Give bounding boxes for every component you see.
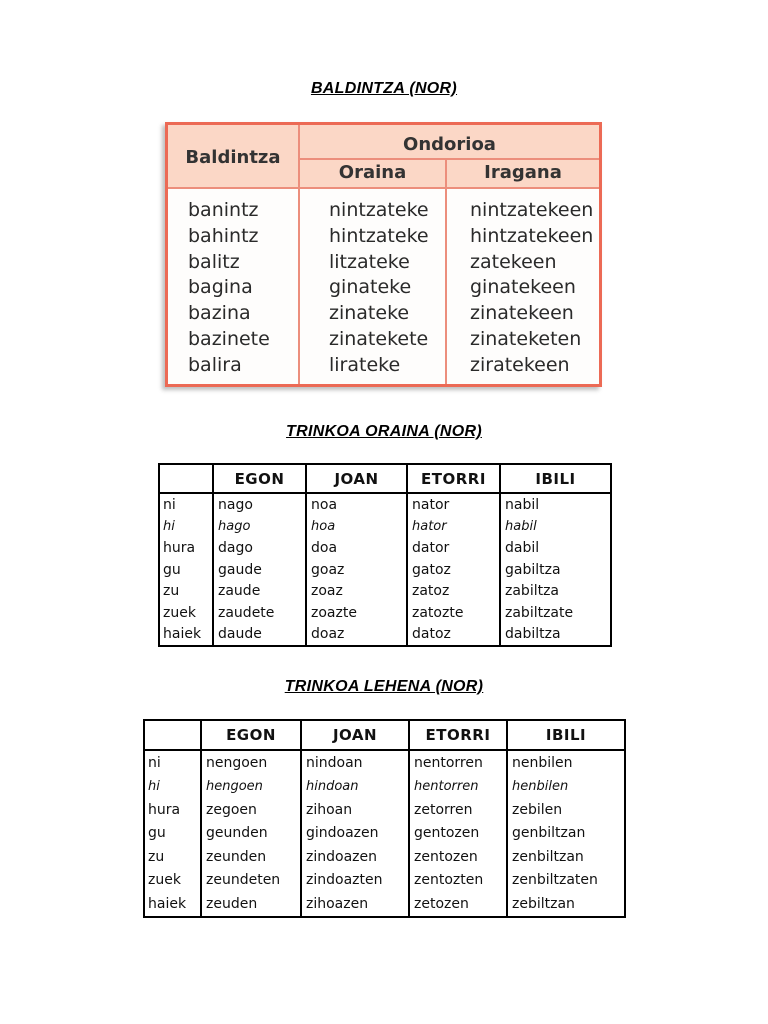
iragana-form: ziratekeen bbox=[470, 353, 570, 376]
verb-form-cell: zatoz bbox=[407, 580, 500, 602]
divider bbox=[298, 158, 599, 160]
verb-form-cell: datoz bbox=[407, 624, 500, 647]
baldintza-form: banintz bbox=[188, 199, 259, 221]
title-baldintza: BALDINTZA (NOR) bbox=[310, 80, 458, 97]
verb-form-cell: zetozen bbox=[409, 892, 507, 917]
iragana-form: nintzatekeen bbox=[470, 199, 594, 221]
person-cell: zuek bbox=[144, 869, 201, 893]
iragana-form: zatekeen bbox=[470, 250, 557, 273]
trinkoa-oraina-table bbox=[158, 463, 612, 647]
person-cell: ni bbox=[144, 750, 201, 775]
verb-form-cell: nator bbox=[407, 493, 500, 516]
table-row bbox=[144, 750, 625, 775]
verb-form-cell: hoa bbox=[306, 516, 407, 538]
baldintza-table bbox=[165, 122, 602, 387]
person-cell: hura bbox=[159, 537, 213, 559]
verb-header: EGON bbox=[213, 464, 306, 493]
person-cell: zu bbox=[159, 580, 213, 602]
verb-form-cell: zaude bbox=[213, 580, 306, 602]
oraina-column bbox=[329, 198, 429, 379]
verb-form-cell: goaz bbox=[306, 559, 407, 581]
oraina-col-header: Oraina bbox=[338, 162, 407, 183]
table-row bbox=[159, 624, 611, 647]
table-row bbox=[144, 869, 625, 893]
verb-form-cell: habil bbox=[500, 516, 611, 538]
verb-form-cell: zebilen bbox=[507, 798, 625, 822]
verb-form-cell: zoaz bbox=[306, 580, 407, 602]
verb-form-cell: genbiltzan bbox=[507, 822, 625, 846]
person-cell: haiek bbox=[159, 624, 213, 647]
verb-form-cell: zentozen bbox=[409, 845, 507, 869]
oraina-form: zinateke bbox=[329, 302, 410, 325]
verb-form-cell: zenbiltzaten bbox=[507, 869, 625, 893]
iragana-column bbox=[470, 198, 593, 379]
title-trinkoa-lehena: TRINKOA LEHENA (NOR) bbox=[284, 678, 484, 695]
verb-form-cell: zenbiltzan bbox=[507, 845, 625, 869]
table-row bbox=[159, 559, 611, 581]
verb-form-cell: nabil bbox=[500, 493, 611, 516]
table-row bbox=[144, 845, 625, 869]
verb-header: EGON bbox=[201, 720, 301, 750]
verb-form-cell: zeunden bbox=[201, 845, 301, 869]
verb-form-cell: nenbilen bbox=[507, 750, 625, 775]
iragana-col-header: Iragana bbox=[484, 162, 562, 183]
verb-form-cell: gaude bbox=[213, 559, 306, 581]
table-row bbox=[144, 798, 625, 822]
baldintza-form: bahintz bbox=[188, 224, 259, 247]
verb-form-cell: hengoen bbox=[201, 775, 301, 799]
verb-form-cell: nindoan bbox=[301, 750, 409, 775]
table-row bbox=[144, 775, 625, 799]
oraina-form: nintzateke bbox=[329, 199, 429, 221]
title-trinkoa-oraina: TRINKOA ORAINA (NOR) bbox=[286, 423, 482, 440]
verb-form-cell: dabiltza bbox=[500, 624, 611, 647]
verb-form-cell: zaudete bbox=[213, 602, 306, 624]
table-row bbox=[159, 493, 611, 516]
verb-form-cell: zeundeten bbox=[201, 869, 301, 893]
verb-header: IBILI bbox=[500, 464, 611, 493]
table-row bbox=[159, 580, 611, 602]
oraina-form: ginateke bbox=[329, 276, 412, 299]
iragana-form: zinatekeen bbox=[470, 302, 574, 325]
person-cell: gu bbox=[144, 822, 201, 846]
baldintza-col-header: Baldintza bbox=[185, 147, 281, 168]
person-cell: ni bbox=[159, 493, 213, 516]
table-row bbox=[159, 516, 611, 538]
verb-header: JOAN bbox=[306, 464, 407, 493]
verb-form-cell: zetorren bbox=[409, 798, 507, 822]
verb-form-cell: gentozen bbox=[409, 822, 507, 846]
verb-form-cell: zabiltzate bbox=[500, 602, 611, 624]
verb-form-cell: zeuden bbox=[201, 892, 301, 917]
verb-form-cell: dago bbox=[213, 537, 306, 559]
baldintza-form: bazinete bbox=[188, 327, 270, 350]
verb-form-cell: zatozte bbox=[407, 602, 500, 624]
verb-form-cell: hago bbox=[213, 516, 306, 538]
person-cell: haiek bbox=[144, 892, 201, 917]
divider bbox=[445, 159, 447, 384]
verb-form-cell: zoazte bbox=[306, 602, 407, 624]
baldintza-column bbox=[188, 198, 270, 379]
verb-form-cell: hator bbox=[407, 516, 500, 538]
table-row bbox=[144, 822, 625, 846]
verb-form-cell: zihoazen bbox=[301, 892, 409, 917]
person-cell: hi bbox=[159, 516, 213, 538]
verb-form-cell: dabil bbox=[500, 537, 611, 559]
ondorioa-group-header: Ondorioa bbox=[403, 134, 496, 155]
verb-form-cell: zindoazten bbox=[301, 869, 409, 893]
verb-form-cell: nengoen bbox=[201, 750, 301, 775]
verb-form-cell: noa bbox=[306, 493, 407, 516]
verb-form-cell: nentorren bbox=[409, 750, 507, 775]
verb-form-cell: zegoen bbox=[201, 798, 301, 822]
verb-form-cell: gabiltza bbox=[500, 559, 611, 581]
oraina-form: hintzateke bbox=[329, 224, 429, 247]
verb-form-cell: geunden bbox=[201, 822, 301, 846]
verb-form-cell: dator bbox=[407, 537, 500, 559]
divider bbox=[168, 187, 599, 189]
table-row bbox=[159, 537, 611, 559]
person-cell: hura bbox=[144, 798, 201, 822]
verb-form-cell: daude bbox=[213, 624, 306, 647]
verb-form-cell: zindoazen bbox=[301, 845, 409, 869]
verb-form-cell: hentorren bbox=[409, 775, 507, 799]
baldintza-form: balira bbox=[188, 353, 242, 376]
person-cell: zu bbox=[144, 845, 201, 869]
verb-form-cell: doa bbox=[306, 537, 407, 559]
verb-form-cell: nago bbox=[213, 493, 306, 516]
corner-cell bbox=[144, 720, 201, 750]
iragana-form: zinateketen bbox=[470, 327, 582, 350]
verb-form-cell: zentozten bbox=[409, 869, 507, 893]
verb-form-cell: gatoz bbox=[407, 559, 500, 581]
person-cell: hi bbox=[144, 775, 201, 799]
trinkoa-lehena-table bbox=[143, 719, 626, 918]
baldintza-form: balitz bbox=[188, 250, 240, 273]
oraina-form: lirateke bbox=[329, 353, 401, 376]
verb-form-cell: doaz bbox=[306, 624, 407, 647]
baldintza-form: bagina bbox=[188, 276, 253, 299]
verb-form-cell: gindoazen bbox=[301, 822, 409, 846]
table-row bbox=[159, 602, 611, 624]
verb-header: ETORRI bbox=[409, 720, 507, 750]
oraina-form: litzateke bbox=[329, 250, 410, 273]
verb-header: IBILI bbox=[507, 720, 625, 750]
table-row bbox=[144, 892, 625, 917]
corner-cell bbox=[159, 464, 213, 493]
oraina-form: zinatekete bbox=[329, 327, 429, 350]
person-cell: zuek bbox=[159, 602, 213, 624]
verb-form-cell: zabiltza bbox=[500, 580, 611, 602]
person-cell: gu bbox=[159, 559, 213, 581]
verb-form-cell: zihoan bbox=[301, 798, 409, 822]
verb-header: JOAN bbox=[301, 720, 409, 750]
iragana-form: ginatekeen bbox=[470, 276, 576, 299]
iragana-form: hintzatekeen bbox=[470, 224, 594, 247]
verb-form-cell: zebiltzan bbox=[507, 892, 625, 917]
verb-form-cell: henbilen bbox=[507, 775, 625, 799]
verb-header: ETORRI bbox=[407, 464, 500, 493]
baldintza-form: bazina bbox=[188, 302, 251, 325]
verb-form-cell: hindoan bbox=[301, 775, 409, 799]
